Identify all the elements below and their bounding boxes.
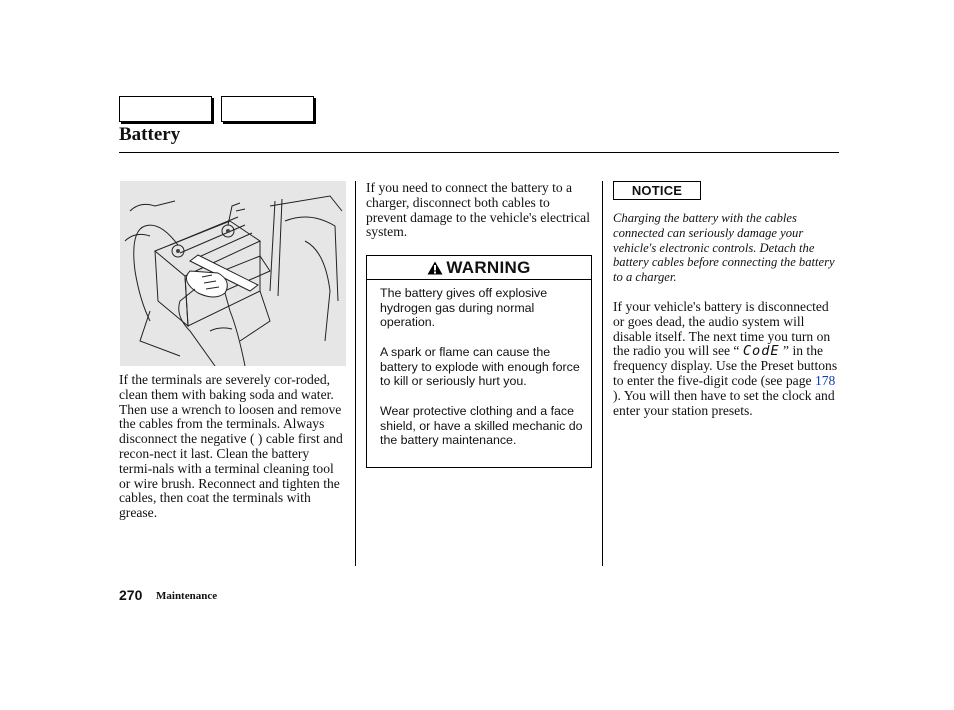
- title-divider: [119, 152, 839, 153]
- column-divider-1: [355, 181, 356, 566]
- column3-text-start: If your vehicle's battery is disconnected or goes dead, the audio system will disable itself. The next time you turn on the radio you will see “: [613, 299, 831, 359]
- battery-terminal-wrench-illustration: [120, 181, 346, 366]
- column3-text-middle: ” in the frequency display. Use the Preset buttons to enter the five-digit code (see page: [613, 343, 838, 388]
- notice-label: NOTICE: [613, 181, 701, 200]
- notice-text: Charging the battery with the cables connected can seriously damage your vehicle's electronic controls. Detach the battery cables before connecting the battery to a charger.: [613, 211, 835, 285]
- warning-paragraph: The battery gives off explosive hydrogen gas during normal operation.: [380, 286, 548, 330]
- warning-header: [367, 256, 591, 280]
- column3-text-end: ). You will then have to set the clock and enter your station presets.: [613, 387, 835, 418]
- column1-paragraph: If the terminals are severely cor-roded, clean them with baking soda and water. Then use a wrench to loosen and remove the cables from the terminals. Always disconnect the negative ( ) cable first and recon-nect it last. Clean the battery termi-nals with a terminal cleaning tool or wire brush. Reconnect and tighten the cables, then coat the terminals with grease.: [119, 372, 343, 521]
- radio-code-display: CodE: [742, 343, 780, 360]
- warning-paragraph: A spark or flame can cause the battery to explode with enough force to kill or seriously hurt you.: [380, 345, 580, 389]
- warning-box: [366, 255, 592, 468]
- warning-triangle-icon: [427, 261, 443, 275]
- column3-paragraph: [613, 300, 841, 418]
- warning-label: WARNING: [446, 257, 531, 277]
- column2-paragraph: If you need to connect the battery to a charger, disconnect both cables to prevent damage to the vehicle's electrical system.: [366, 180, 590, 240]
- nav-button-previous[interactable]: [119, 96, 212, 122]
- section-name: Maintenance: [156, 590, 218, 602]
- page-number: 270: [119, 587, 143, 603]
- page-title: Battery: [119, 124, 181, 145]
- column-divider-2: [602, 181, 603, 566]
- nav-button-next[interactable]: [221, 96, 314, 122]
- warning-paragraph: Wear protective clothing and a face shield, or have a skilled mechanic do the battery maintenance.: [380, 404, 583, 448]
- page-reference-link[interactable]: 178: [814, 372, 836, 388]
